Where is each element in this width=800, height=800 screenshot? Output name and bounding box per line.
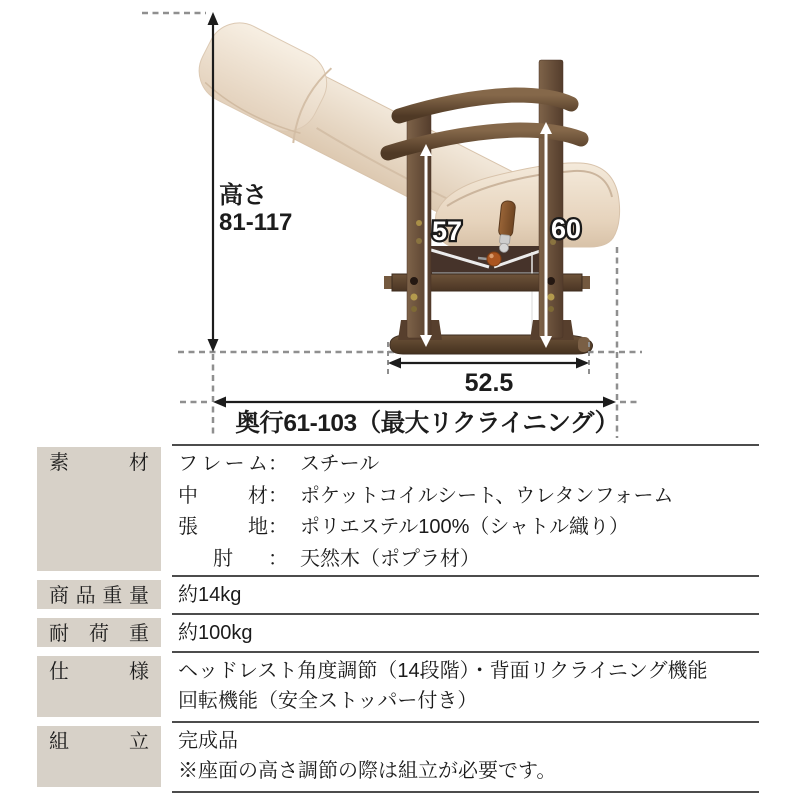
weight-value: 約14kg (178, 583, 242, 606)
lock-knob (487, 252, 501, 266)
assembly-line-1: 完成品 (178, 729, 238, 752)
screw (416, 238, 422, 244)
depth-dimension-arrow (180, 397, 641, 408)
material-line-frame: フ レ ー ム ： スチール (178, 453, 380, 476)
table-row-load-capacity (37, 615, 759, 653)
spec-label-features: 仕 様 (37, 656, 161, 717)
table-row-material (37, 444, 759, 577)
spec-table (37, 444, 759, 793)
screw (548, 294, 555, 301)
screw (411, 306, 417, 312)
features-line-1: ヘッドレスト角度調節（14段階）・背面リクライニング機能 (178, 659, 708, 682)
assembly-line-2: ※座面の高さ調節の際は組立が必要です。 (178, 759, 557, 782)
base-width-label: 52.5 (464, 369, 514, 397)
material-line-armrest: 肘 ： 天然木（ポプラ材） (213, 547, 480, 570)
spec-label-material (37, 447, 161, 571)
adjust-hole (547, 277, 555, 285)
table-row-weight (37, 577, 759, 615)
adjust-hole (410, 277, 418, 285)
spec-label-assembly: 組 立 (37, 726, 161, 787)
spec-label-weight: 商 品 重 量 (37, 580, 161, 609)
spec-label-load-capacity: 耐 荷 重 (37, 618, 161, 647)
height-label-line1: 高さ (219, 182, 267, 209)
spec-label-text: 素 材 (49, 452, 149, 474)
armrest-60-label: 60 (550, 214, 582, 244)
armrest-57-label: 57 (431, 216, 463, 246)
material-line-padding: 中 材 ： ポケットコイルシート、ウレタンフォーム (178, 484, 674, 507)
screw (548, 306, 554, 312)
table-row-features (37, 653, 759, 723)
table-row-assembly (37, 723, 759, 793)
depth-label: 奥行61-103（最大リクライニング） (235, 410, 619, 437)
load-capacity-value: 約100kg (178, 621, 253, 644)
screw (411, 294, 418, 301)
height-label-line2: 81-117 (219, 209, 293, 236)
material-line-upholstery: 張 地 ： ポリエステル100%（シャトル織り） (178, 516, 629, 539)
features-line-2: 回転機能（安全ストッパー付き） (178, 689, 478, 712)
screw (416, 220, 422, 226)
